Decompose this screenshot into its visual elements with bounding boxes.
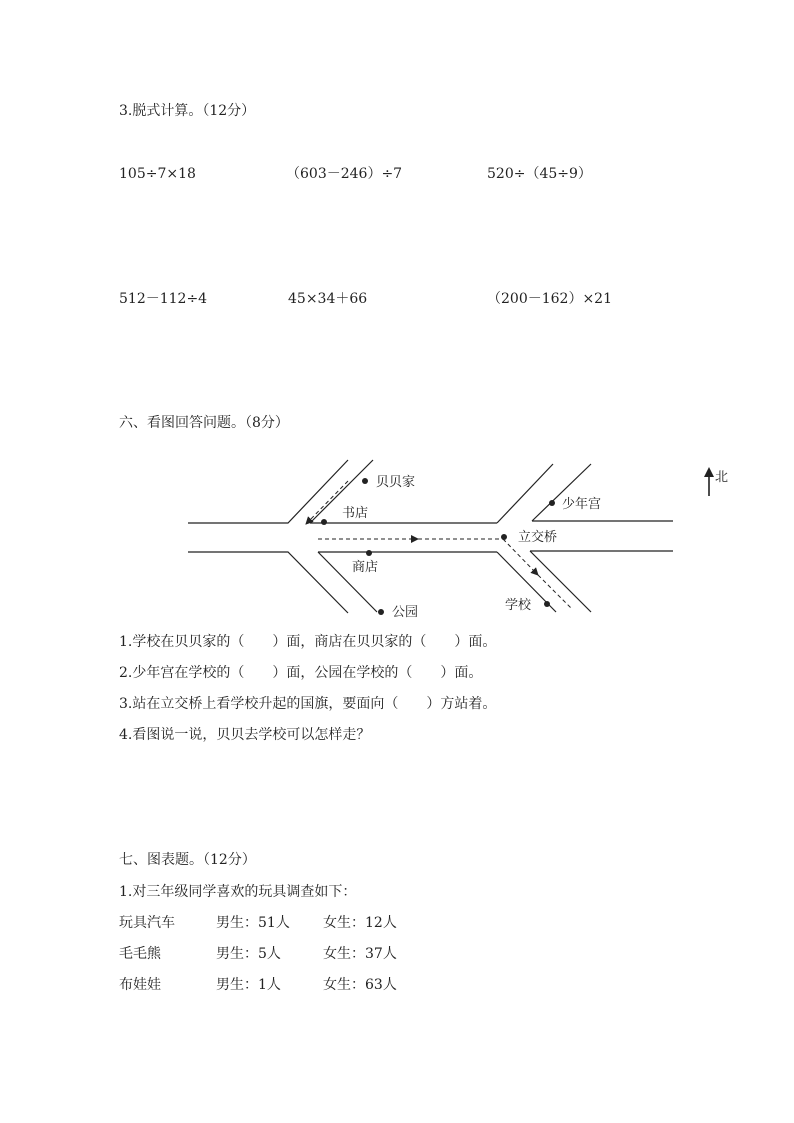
route-segment — [538, 575, 572, 609]
calc-problem-2: （603－246）÷7 — [286, 166, 403, 182]
dot-beibei-home — [362, 478, 368, 484]
dot-youth-palace — [549, 500, 555, 506]
dot-shop — [366, 550, 372, 556]
label-youth-palace: 少年宫 — [562, 497, 602, 512]
question-1: 1.学校在贝贝家的（ ）面，商店在贝贝家的（ ）面。 — [119, 634, 497, 650]
boys-count: 男生：51人 — [216, 915, 290, 931]
girls-count: 女生：12人 — [323, 915, 397, 931]
question-2: 2.少年宫在学校的（ ）面，公园在学校的（ ）面。 — [119, 665, 483, 681]
dot-school — [544, 601, 550, 607]
calc-problem-1: 105÷7×18 — [119, 166, 196, 182]
label-school: 学校 — [505, 598, 532, 613]
road-edge — [188, 460, 348, 523]
boys-count: 男生：5人 — [216, 946, 281, 962]
dot-overpass — [501, 534, 507, 540]
question-3: 3.站在立交桥上看学校升起的国旗，要面向（ ）方站着。 — [119, 696, 497, 712]
section3-heading: 3.脱式计算。（12分） — [119, 103, 256, 119]
label-shop: 商店 — [352, 560, 379, 575]
survey-intro: 1.对三年级同学喜欢的玩具调查如下： — [119, 884, 357, 900]
toy-name: 布娃娃 — [119, 977, 161, 993]
girls-count: 女生：63人 — [323, 977, 397, 993]
boys-count: 男生：1人 — [216, 977, 281, 993]
roads — [188, 460, 673, 613]
dot-park — [378, 609, 384, 615]
calc-problem-6: （200－162）×21 — [487, 291, 612, 307]
route — [306, 481, 572, 609]
label-bookstore: 书店 — [342, 506, 369, 521]
toy-name: 毛毛熊 — [119, 946, 161, 962]
section7-heading: 七、图表题。（12分） — [119, 852, 256, 868]
girls-count: 女生：37人 — [323, 946, 397, 962]
section6-heading: 六、看图回答问题。（8分） — [119, 415, 289, 431]
road-edge — [497, 464, 553, 523]
label-overpass: 立交桥 — [518, 530, 558, 545]
dot-bookstore — [321, 519, 327, 525]
road-edge — [188, 552, 348, 613]
toy-name: 玩具汽车 — [119, 915, 175, 931]
label-north: 北 — [715, 470, 729, 485]
question-4: 4.看图说一说，贝贝去学校可以怎样走？ — [119, 727, 371, 743]
label-park: 公园 — [392, 605, 419, 620]
calc-problem-5: 45×34＋66 — [288, 291, 368, 307]
label-beibei-home: 贝贝家 — [376, 475, 416, 490]
road-edge — [530, 551, 591, 612]
road-edge — [532, 464, 591, 521]
calc-problem-4: 512－112÷4 — [119, 291, 208, 307]
north-arrow-icon — [704, 467, 714, 496]
calc-problem-3: 520÷（45÷9） — [487, 166, 592, 182]
